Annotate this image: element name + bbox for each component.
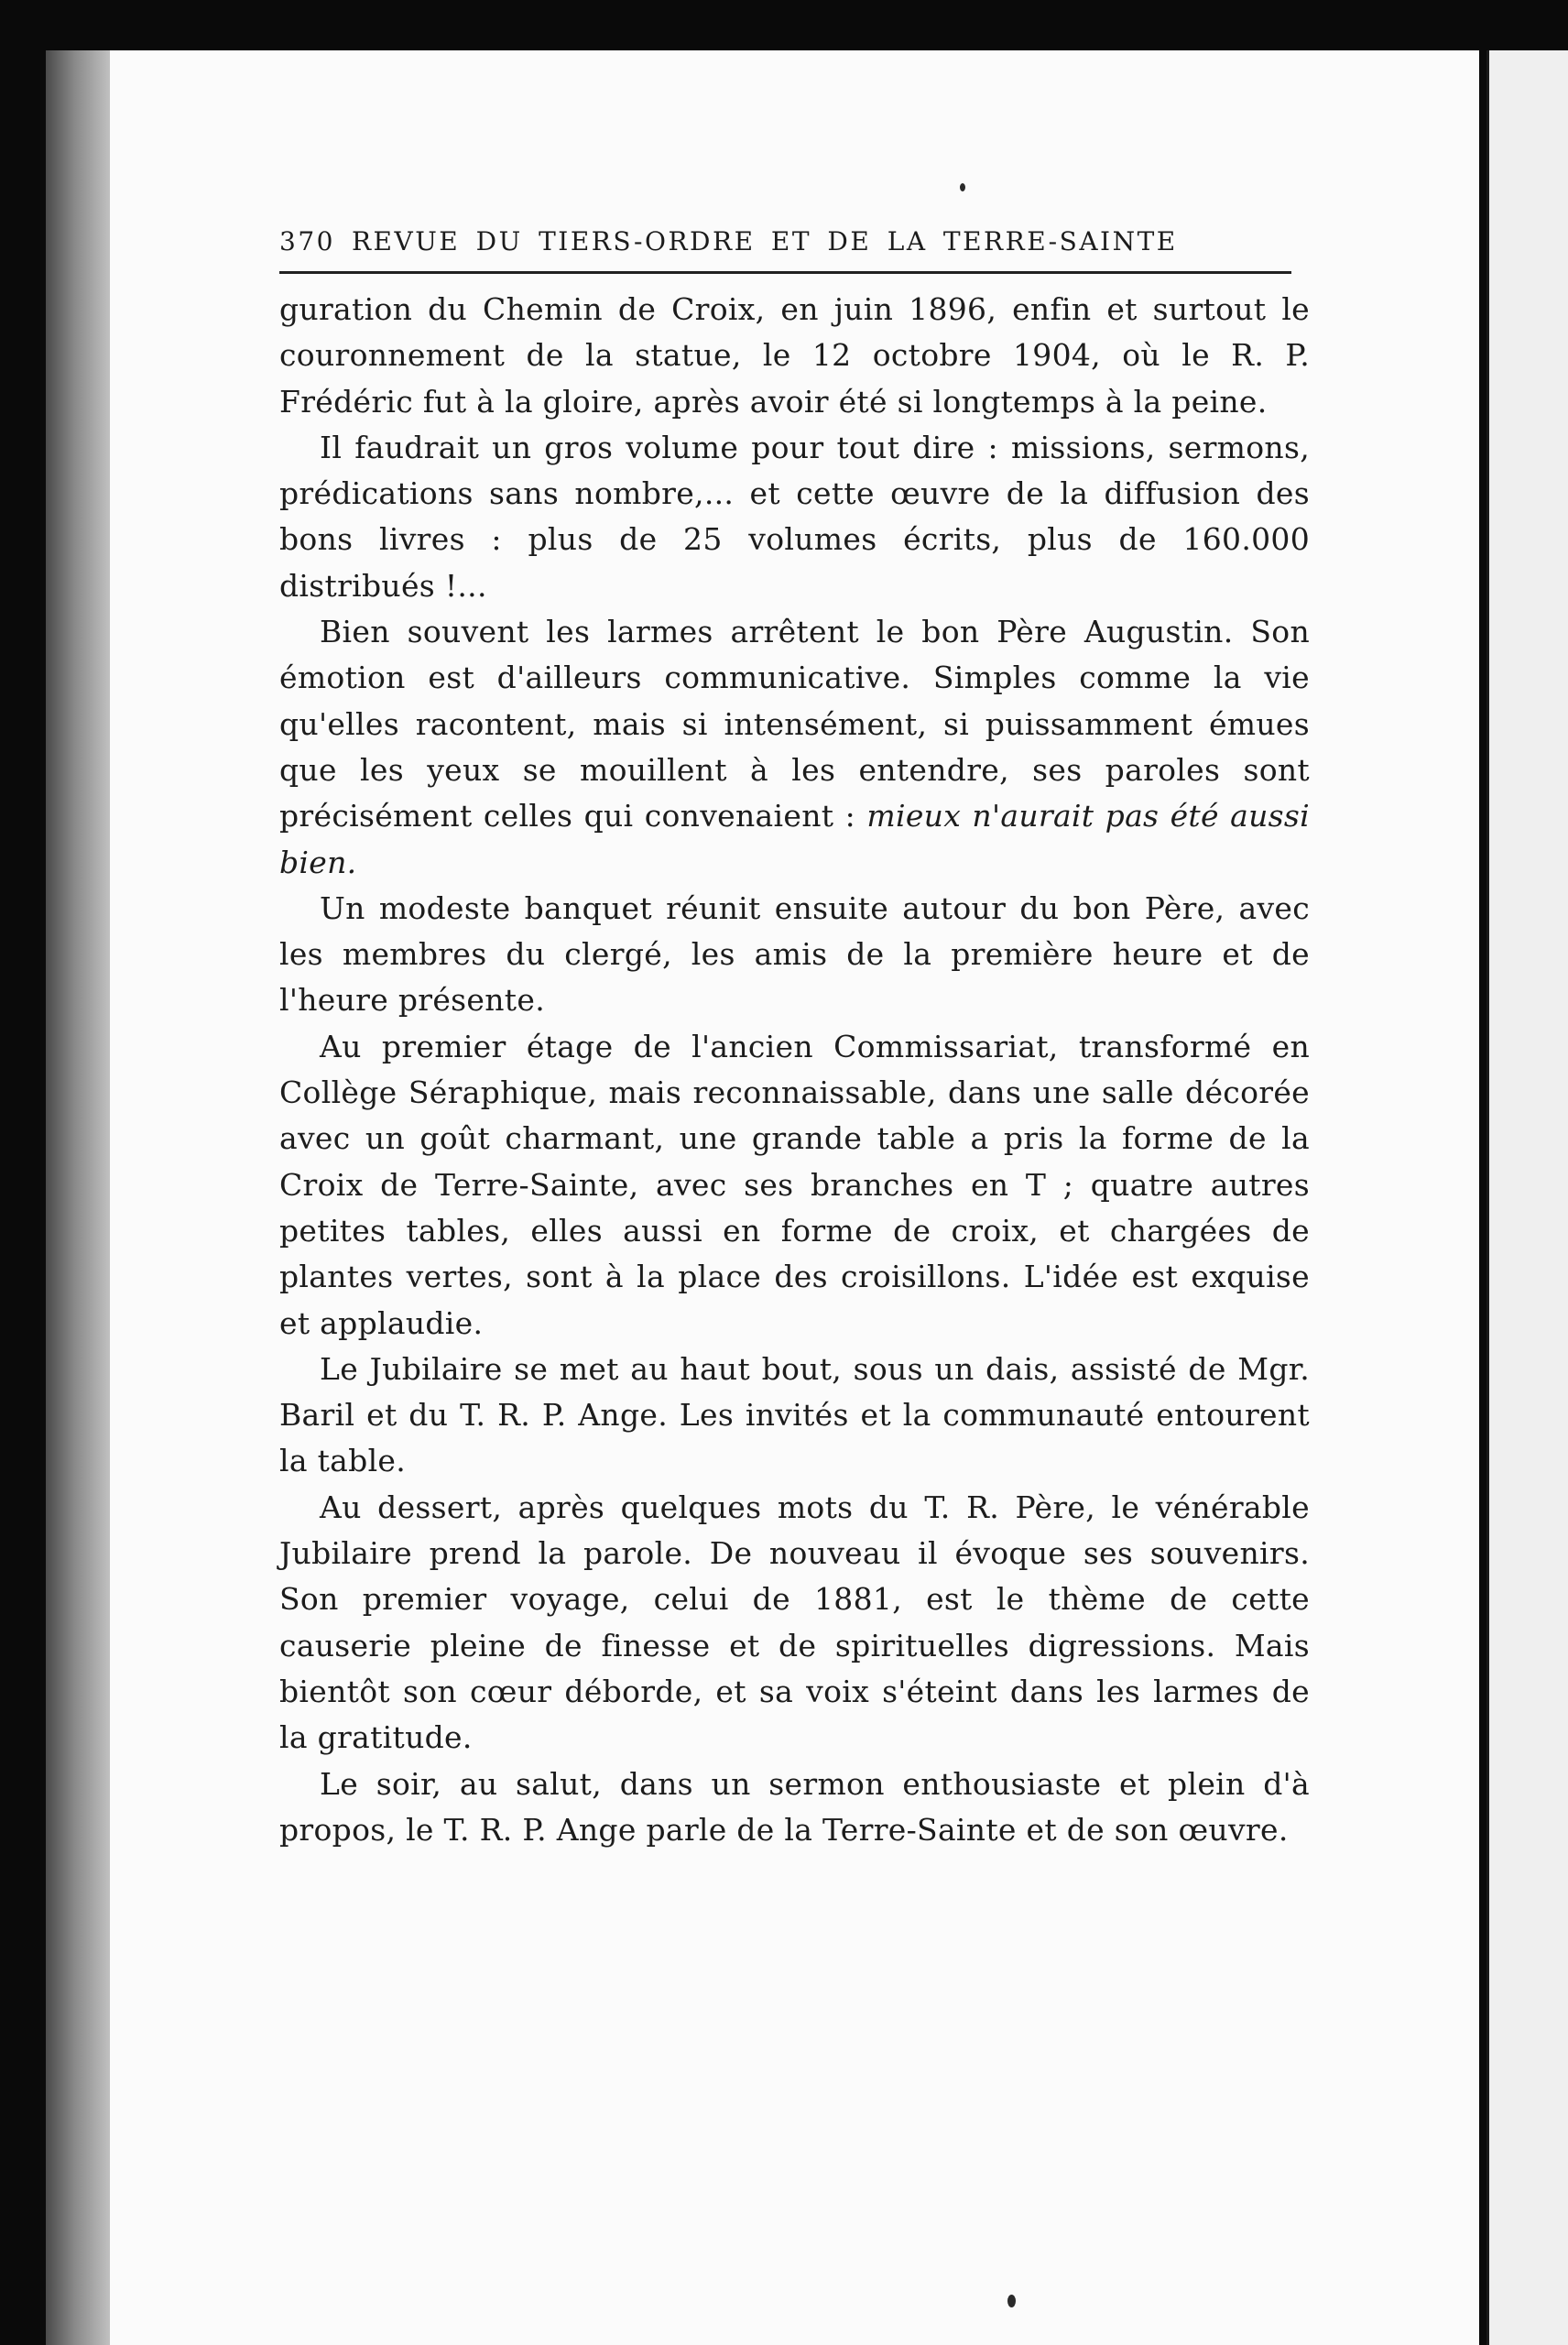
paragraph: [279, 609, 1310, 886]
ink-speck: [960, 183, 965, 191]
header-rule: [279, 271, 1291, 274]
paragraph: Le Jubilaire se met au haut bout, sous un dais, assisté de Mgr. Baril et du T. R. P. Ange. Les invités et la communauté entourent la table.: [279, 1350, 1310, 1479]
paragraph: Il faudrait un gros volume pour tout dire : missions, sermons, prédications sans nombre,... et cette œuvre de la diffusion des bons livres : plus de 25 volumes écrits, plus de 160.000 distribués !...: [279, 429, 1310, 604]
binding-gutter: [46, 50, 119, 2345]
paragraph: Un modeste banquet réunit ensuite autour du bon Père, avec les membres du clergé, les amis de la première heure et de l'heure présente.: [279, 889, 1310, 1019]
page-text: [279, 220, 1310, 1853]
paragraph: Au dessert, après quelques mots du T. R. Père, le vénérable Jubilaire prend la parole. De nouveau il évoque ses souvenirs. Son premier voyage, celui de 1881, est le thème de cette causerie pleine de finesse et de spirituelles digressions. Mais bientôt son cœur déborde, et sa voix s'éteint dans les larmes de la gratitude.: [279, 1489, 1310, 1756]
paragraph: Au premier étage de l'ancien Commissariat, transformé en Collège Séraphique, mais reconnaissable, dans une salle décorée avec un goût charmant, une grande table a pris la forme de la Croix de Terre-Sainte, avec ses branches en T ; quatre autres petites tables, elles aussi en forme de croix, et chargées de plantes vertes, sont à la place des croisillons. L'idée est exquise et applaudie.: [279, 1028, 1310, 1341]
page-number: 370: [279, 226, 335, 256]
adjacent-page-edge: [1486, 50, 1568, 2345]
running-title: REVUE DU TIERS-ORDRE ET DE LA TERRE-SAINTE: [351, 226, 1178, 256]
running-header: [279, 220, 1310, 264]
ink-speck: [1007, 2295, 1016, 2307]
paragraph: Le soir, au salut, dans un sermon enthousiaste et plein d'à propos, le T. R. P. Ange parle de la Terre-Sainte et de son œuvre.: [279, 1765, 1310, 1848]
italic-quote: mieux n'aurait pas été aussi bien.: [279, 798, 1310, 880]
paragraph-text: Bien souvent les larmes arrêtent le bon Père Augustin. Son émotion est d'ailleurs communicative. Simples comme la vie qu'elles racontent, mais si intensément, si puissamment émues que les yeux se mouillent à les entendre, ses paroles sont précisément celles qui convenaient :: [279, 614, 1310, 834]
paragraph: guration du Chemin de Croix, en juin 1896, enfin et surtout le couronnement de la statue, le 12 octobre 1904, où le R. P. Frédéric fut à la gloire, après avoir été si longtemps à la peine.: [279, 291, 1310, 420]
